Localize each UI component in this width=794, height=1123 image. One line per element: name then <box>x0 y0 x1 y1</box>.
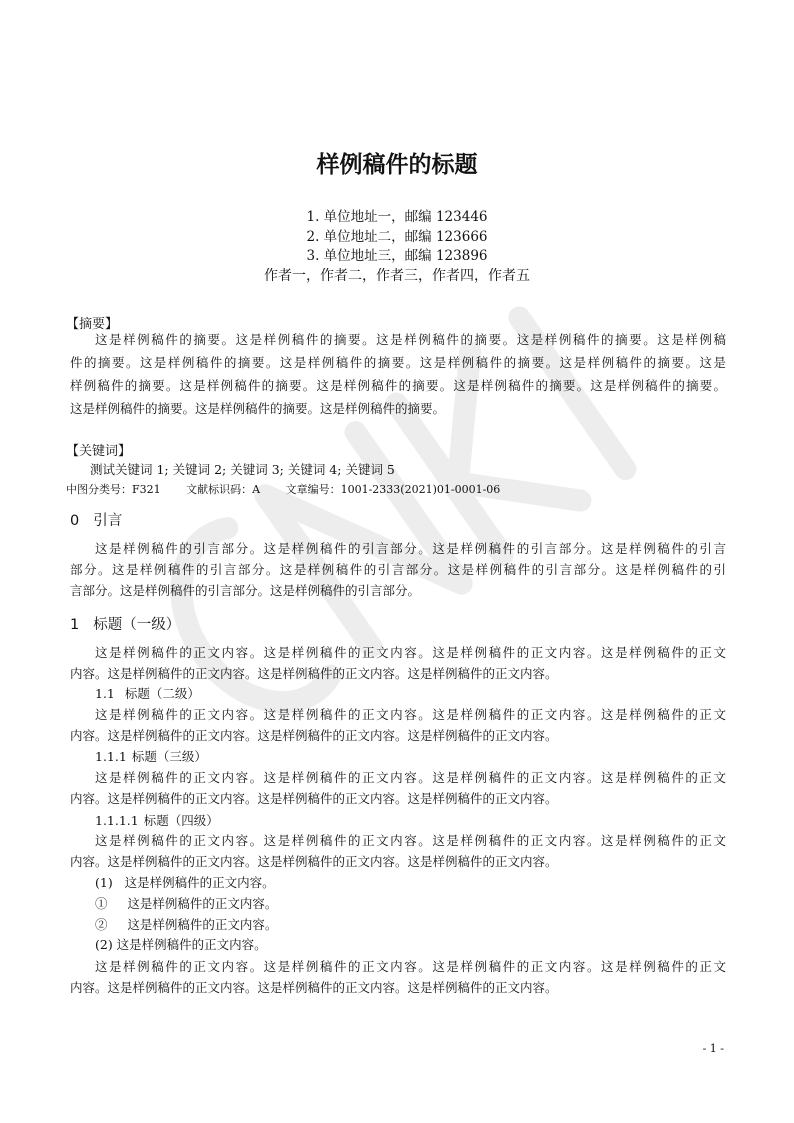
body-line: 这是样例稿件的正文内容。这是样例稿件的正文内容。这是样例稿件的正文内容。这是样例稿件的正文 <box>95 959 726 974</box>
page-number: - 1 - <box>702 1042 724 1055</box>
body-line: 内容。这是样例稿件的正文内容。这是样例稿件的正文内容。这是样例稿件的正文内容。 <box>70 666 558 681</box>
authors: 作者一，作者二，作者三，作者四，作者五 <box>264 268 530 284</box>
keywords-heading: 【关键词】 <box>66 444 132 459</box>
body-line: 内容。这是样例稿件的正文内容。这是样例稿件的正文内容。这是样例稿件的正文内容。 <box>70 854 558 869</box>
section-1-heading <box>70 613 180 634</box>
abstract-line: 这是样例稿件的摘要。这是样例稿件的摘要。这是样例稿件的摘要。 <box>70 401 446 416</box>
heading-number: 1.1.1 <box>95 749 127 764</box>
paper-title: 样例稿件的标题 <box>316 152 478 178</box>
clc-number: 中图分类号：F321 <box>66 483 161 496</box>
body-line: 这是样例稿件的正文内容。这是样例稿件的正文内容。这是样例稿件的正文内容。这是样例稿件的正文 <box>95 707 726 722</box>
affiliation-2: 2. 单位地址二，邮编 123666 <box>306 229 488 245</box>
body-line: 这是样例稿件的正文内容。这是样例稿件的正文内容。这是样例稿件的正文内容。这是样例稿件的正文 <box>95 645 726 660</box>
section-title: 引言 <box>93 513 123 529</box>
section-0-heading <box>70 509 122 530</box>
list-item: ② 这是样例稿件的正文内容。 <box>95 917 278 932</box>
article-number: 文章编号：1001-2333(2021)01-0001-06 <box>285 483 501 496</box>
affiliation-3: 3. 单位地址三，邮编 123896 <box>306 248 488 264</box>
keywords-text: 测试关键词 1; 关键词 2; 关键词 3; 关键词 4; 关键词 5 <box>90 462 395 477</box>
section-number: 1 <box>70 617 80 633</box>
body-line: 内容。这是样例稿件的正文内容。这是样例稿件的正文内容。这是样例稿件的正文内容。 <box>70 728 558 743</box>
heading-level-3 <box>95 749 207 765</box>
section-title: 标题（一级） <box>93 617 181 633</box>
body-line: 言部分。这是样例稿件的引言部分。这是样例稿件的引言部分。 <box>70 583 421 598</box>
heading-level-2 <box>95 686 200 702</box>
abstract-line: 样例稿件的摘要。这是样例稿件的摘要。这是样例稿件的摘要。这是样例稿件的摘要。这是样例稿件的摘要。 <box>70 378 726 393</box>
body-line: 这是样例稿件的引言部分。这是样例稿件的引言部分。这是样例稿件的引言部分。这是样例稿件的引言 <box>95 541 726 556</box>
body-line: 部分。这是样例稿件的引言部分。这是样例稿件的引言部分。这是样例稿件的引言部分。这是样例稿件的引 <box>70 562 726 577</box>
list-item: (1) 这是样例稿件的正文内容。 <box>95 875 275 890</box>
list-item: ① 这是样例稿件的正文内容。 <box>95 896 278 911</box>
heading-title: 标题（四级） <box>143 813 219 828</box>
body-line: 内容。这是样例稿件的正文内容。这是样例稿件的正文内容。这是样例稿件的正文内容。 <box>70 980 558 995</box>
heading-number: 1.1.1.1 <box>95 813 139 828</box>
body-line: 这是样例稿件的正文内容。这是样例稿件的正文内容。这是样例稿件的正文内容。这是样例稿件的正文 <box>95 833 726 848</box>
abstract-line: 这是样例稿件的摘要。这是样例稿件的摘要。这是样例稿件的摘要。这是样例稿件的摘要。这是样例稿 <box>95 332 726 347</box>
list-item: (2) 这是样例稿件的正文内容。 <box>95 937 267 952</box>
heading-title: 标题（三级） <box>131 749 207 764</box>
heading-number: 1.1 <box>95 686 115 701</box>
section-number: 0 <box>70 513 80 529</box>
classification-line <box>66 481 522 497</box>
body-line: 内容。这是样例稿件的正文内容。这是样例稿件的正文内容。这是样例稿件的正文内容。 <box>70 791 558 806</box>
heading-level-4 <box>95 813 219 829</box>
affiliation-1: 1. 单位地址一，邮编 123446 <box>306 209 488 225</box>
abstract-line: 件的摘要。这是样例稿件的摘要。这是样例稿件的摘要。这是样例稿件的摘要。这是样例稿件的摘要。这是 <box>70 355 726 370</box>
document-code: 文献标识码：A <box>186 483 261 496</box>
abstract-heading: 【摘要】 <box>66 317 119 332</box>
body-line: 这是样例稿件的正文内容。这是样例稿件的正文内容。这是样例稿件的正文内容。这是样例稿件的正文 <box>95 770 726 785</box>
heading-title: 标题（二级） <box>124 686 200 701</box>
